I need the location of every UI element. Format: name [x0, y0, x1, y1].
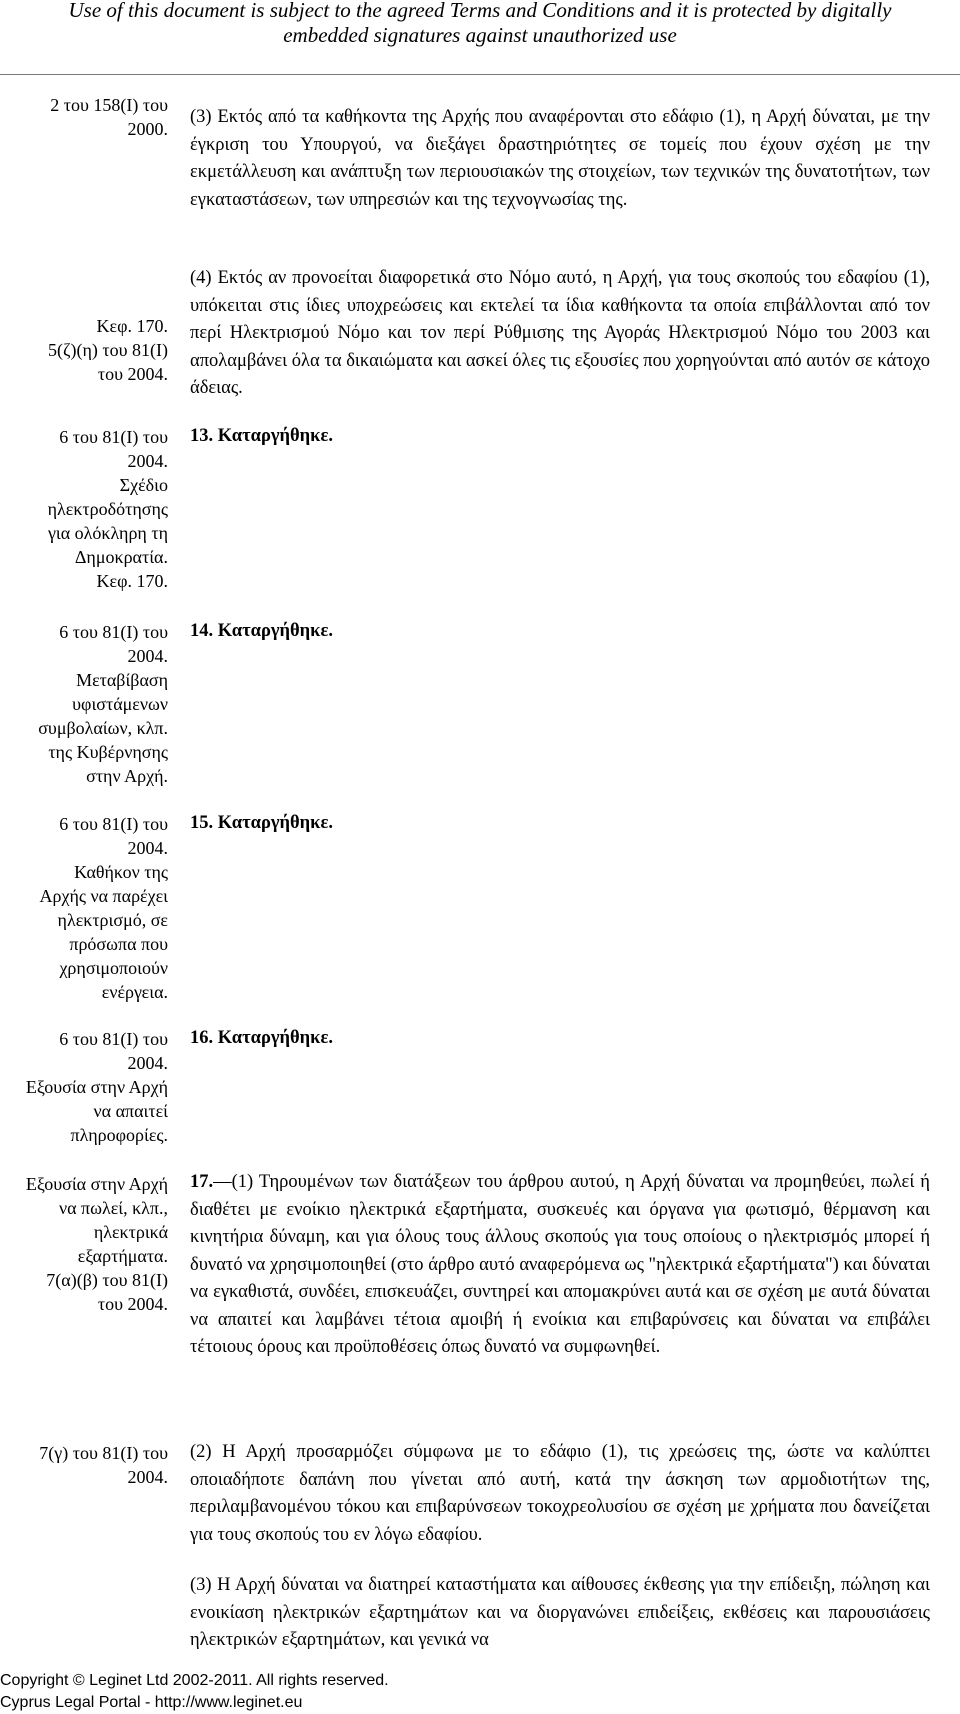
margin-note-line: Εξουσία στην Αρχή [25, 1174, 168, 1194]
paragraph-text: (3) Η Αρχή δύναται να διατηρεί καταστήματα και αίθουσες έκθεσης για την επίδειξη, πώληση και ενοικίαση ηλεκτρικών εξαρτημάτων και να διοργανώνει επιδείξεις, εκθέσεις και παρουσιάσεις ηλεκτρικών εξαρτημάτων, και γενικά να [190, 1575, 930, 1650]
margin-note-line: πρόσωπα που [69, 934, 168, 954]
protection-notice-header [0, 0, 960, 76]
margin-note-line: 2004. [127, 1053, 168, 1073]
margin-note-3 [0, 425, 168, 593]
paragraph-text: (3) Εκτός από τα καθήκοντα της Αρχής που αναφέρονται στο εδάφιο (1), η Αρχή δύναται, με την έγκριση του Υπουργού, να διεξάγει δραστηριότητες σε τομείς που έχουν σχέση με την εκμετάλλευση και ανάπτυξη των περιουσιακών της στοιχείων, των τεχνικών της δυνατοτήτων, των εγκαταστάσεων, των υπηρεσιών και της τεχνογνωσίας της. [190, 107, 930, 210]
section-16-heading: 16. Καταργήθηκε. [190, 1028, 333, 1048]
margin-note-line: του 2004. [97, 1294, 168, 1314]
margin-note-line: Εξουσία στην Αρχή [25, 1077, 168, 1097]
margin-note-line: 5(ζ)(η) του 81(Ι) [48, 340, 168, 360]
margin-note-line: του 2004. [97, 364, 168, 384]
margin-note-line: της Κυβέρνησης [48, 742, 168, 762]
margin-note-1 [0, 93, 168, 141]
margin-note-line: ηλεκτροδότησης [47, 499, 168, 519]
header-divider [0, 74, 960, 75]
section-14-heading: 14. Καταργήθηκε. [190, 621, 333, 641]
margin-note-line: 6 του 81(Ι) του [59, 427, 168, 447]
section-13-heading: 13. Καταργήθηκε. [190, 426, 333, 446]
margin-note-line: υφιστάμενων [72, 694, 168, 714]
margin-note-line: 7(γ) του 81(Ι) του [39, 1443, 168, 1463]
margin-note-line: 6 του 81(Ι) του [59, 622, 168, 642]
margin-note-7 [0, 1172, 168, 1316]
margin-note-line: 2004. [127, 1467, 168, 1487]
copyright-footer [0, 1670, 389, 1713]
margin-note-2 [0, 314, 168, 386]
margin-note-line: Καθήκον της [74, 862, 168, 882]
margin-note-line: ηλεκτρισμό, σε [57, 910, 168, 930]
margin-note-line: Κεφ. 170. [96, 571, 168, 591]
paragraph-text: (4) Εκτός αν προνοείται διαφορετικά στο Νόμο αυτό, η Αρχή, για τους σκοπούς του εδαφίου (1), υπόκειται στις ίδιες υποχρεώσεις και εκτελεί τα ίδια καθήκοντα τα οποία επιβάλλονται από τον περί Ηλεκτρισμού Νόμο και τον περί Ρύθμισης της Αγοράς Ηλεκτρισμού Νόμο του 2003 και απολαμβάνει όλα τα δικαιώματα και ασκεί όλες τις εξουσίες που χορηγούνται από αυτόν σε κάτοχο άδειας. [190, 268, 930, 398]
margin-note-8 [0, 1441, 168, 1489]
section-15-heading: 15. Καταργήθηκε. [190, 813, 333, 833]
margin-note-line: 2004. [127, 838, 168, 858]
margin-note-line: να απαιτεί [93, 1101, 168, 1121]
section-17-paragraph-1 [190, 1169, 930, 1362]
paragraph-text: —(1) Τηρουμένων των διατάξεων του άρθρου αυτού, η Αρχή δύναται να προμηθεύει, πωλεί ή διαθέτει με ενοίκιο ηλεκτρικά εξαρτήματα, συσκευές και όργανα για φωτισμό, θέρμανση και κινητήρια δύναμη, και για όλους τους άλλους σκοπούς για τους οποίους ο ηλεκτρισμός μπορεί ή δυνατό να χρησιμοποιηθεί (στο άρθρο αυτό αναφερόμενα ως "ηλεκτρικά εξαρτήματα") και δύναται να εγκαθιστά, συνδέει, επισκευάζει, συντηρεί και απομακρύνει αυτά και σε σχέση με αυτά δύναται να απαιτεί και λαμβάνει τέτοια αμοιβή ή ενοίκια και επιβαρύνσεις και δύναται να επιβάλει τέτοιους όρους και προϋποθέσεις όπως δυνατό να συμφωνηθεί. [190, 1172, 930, 1357]
margin-note-line: πληροφορίες. [70, 1125, 168, 1145]
paragraph-4 [190, 265, 930, 403]
margin-note-line: να πωλεί, κλπ., [58, 1198, 168, 1218]
margin-note-line: στην Αρχή. [86, 766, 168, 786]
portal-line: Cyprus Legal Portal - http://www.leginet.eu [0, 1693, 303, 1711]
protection-notice-line-2: embedded signatures against unauthorized use [283, 23, 677, 47]
margin-note-line: χρησιμοποιούν [59, 958, 168, 978]
section-17-paragraph-2 [190, 1439, 930, 1549]
margin-note-line: 6 του 81(Ι) του [59, 1029, 168, 1049]
margin-note-line: συμβολαίων, κλπ. [38, 718, 168, 738]
margin-note-line: Σχέδιο [119, 475, 168, 495]
section-17-paragraph-3 [190, 1572, 930, 1655]
copyright-line: Copyright © Leginet Ltd 2002-2011. All rights reserved. [0, 1672, 389, 1689]
section-17-number: 17. [190, 1172, 214, 1192]
margin-note-6 [0, 1027, 168, 1147]
paragraph-3 [190, 104, 930, 214]
margin-note-line: Μεταβίβαση [76, 670, 168, 690]
protection-notice-line-1: Use of this document is subject to the agreed Terms and Conditions and it is protected by digitally [68, 0, 892, 22]
margin-note-line: Κεφ. 170. [96, 316, 168, 336]
margin-note-line: 7(α)(β) του 81(Ι) [46, 1270, 168, 1290]
margin-note-line: 2000. [127, 119, 168, 139]
paragraph-text: (2) Η Αρχή προσαρμόζει σύμφωνα με το εδάφιο (1), τις χρεώσεις της, ώστε να καλύπτει οποιαδήποτε δαπάνη που γίνεται από αυτή, κατά την άσκηση των αρμοδιοτήτων της, περιλαμβανομένου τόκου και επιβαρύνσεων τοκοχρεολυσίου σε σχέση με χρήματα που δανείζεται για τους σκοπούς του εν λόγω εδαφίου. [190, 1442, 930, 1545]
margin-note-line: για ολόκληρη τη [47, 523, 168, 543]
margin-note-line: 6 του 81(Ι) του [59, 814, 168, 834]
margin-note-line: ηλεκτρικά [93, 1222, 168, 1242]
margin-note-4 [0, 620, 168, 788]
margin-note-line: 2004. [127, 451, 168, 471]
margin-note-line: εξαρτήματα. [77, 1246, 168, 1266]
margin-note-line: Δημοκρατία. [74, 547, 168, 567]
margin-note-5 [0, 812, 168, 1004]
margin-note-line: 2004. [127, 646, 168, 666]
margin-note-line: 2 του 158(Ι) του [50, 95, 168, 115]
margin-note-line: Αρχής να παρέχει [39, 886, 168, 906]
margin-note-line: ενέργεια. [101, 982, 168, 1002]
